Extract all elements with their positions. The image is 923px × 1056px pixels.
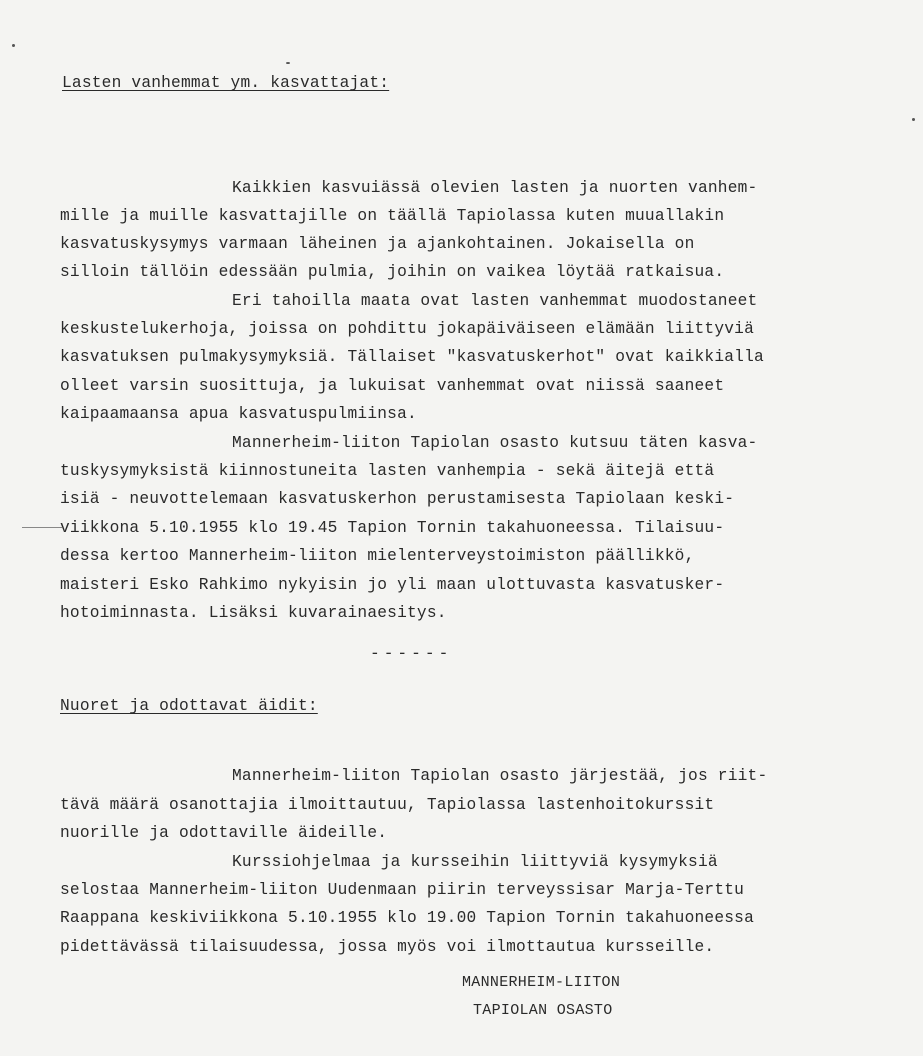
paragraph-line: silloin tällöin edessään pulmia, joihin on vaikea löytää ratkaisua.	[60, 263, 725, 281]
paper-speck	[12, 44, 15, 47]
section-heading-mothers: Nuoret ja odottavat äidit:	[60, 697, 318, 715]
paragraph-line: tävä määrä osanottajia ilmoittautuu, Tapiolassa lastenhoitokurssit	[60, 796, 715, 814]
paragraph-line: Mannerheim-liiton Tapiolan osasto järjestää, jos riit-	[232, 767, 768, 785]
paragraph-line: kasvatuskysymys varmaan läheinen ja ajankohtainen. Jokaisella on	[60, 235, 695, 253]
paragraph-line: Eri tahoilla maata ovat lasten vanhemmat muodostaneet	[232, 292, 758, 310]
signature-branch: TAPIOLAN OSASTO	[473, 1002, 613, 1019]
paragraph-line: mille ja muille kasvattajille on täällä Tapiolassa kuten muuallakin	[60, 207, 725, 225]
paragraph-line: kasvatuksen pulmakysymyksiä. Tällaiset "kasvatuskerhot" ovat kaikkialla	[60, 348, 764, 366]
paragraph-line: pidettävässä tilaisuudessa, jossa myös voi ilmottautua kursseille.	[60, 938, 715, 956]
paragraph-line: nuorille ja odottaville äideille.	[60, 824, 388, 842]
signature-organization: MANNERHEIM-LIITON	[462, 974, 621, 991]
paragraph-line: olleet varsin suosittuja, ja lukuisat vanhemmat ovat niissä saaneet	[60, 377, 725, 395]
paragraph-line: maisteri Esko Rahkimo nykyisin jo yli maan ulottuvasta kasvatusker-	[60, 576, 725, 594]
section-separator: ------	[370, 645, 453, 663]
paragraph-line: dessa kertoo Mannerheim-liiton mielenterveystoimiston päällikkö,	[60, 547, 695, 565]
paragraph-line: isiä - neuvottelemaan kasvatuskerhon perustamisesta Tapiolaan keski-	[60, 490, 735, 508]
paragraph-line: Kurssiohjelmaa ja kursseihin liittyviä kysymyksiä	[232, 853, 718, 871]
paper-speck	[286, 62, 290, 64]
margin-stroke	[22, 527, 62, 528]
paragraph-line: hotoiminnasta. Lisäksi kuvarainaesitys.	[60, 604, 447, 622]
paragraph-line: Mannerheim-liiton Tapiolan osasto kutsuu täten kasva-	[232, 434, 758, 452]
paragraph-line: kaipaamaansa apua kasvatuspulmiinsa.	[60, 405, 417, 423]
paragraph-line: selostaa Mannerheim-liiton Uudenmaan piirin terveyssisar Marja-Terttu	[60, 881, 745, 899]
paragraph-line: viikkona 5.10.1955 klo 19.45 Tapion Tornin takahuoneessa. Tilaisuu-	[60, 519, 725, 537]
paragraph-line: Raappana keskiviikkona 5.10.1955 klo 19.00 Tapion Tornin takahuoneessa	[60, 909, 754, 927]
paper-speck	[912, 118, 915, 121]
paragraph-line: tuskysymyksistä kiinnostuneita lasten vanhempia - sekä äitejä että	[60, 462, 715, 480]
paragraph-line: Kaikkien kasvuiässä olevien lasten ja nuorten vanhem-	[232, 179, 758, 197]
paragraph-line: keskustelukerhoja, joissa on pohdittu jokapäiväiseen elämään liittyviä	[60, 320, 754, 338]
section-heading-parents: Lasten vanhemmat ym. kasvattajat:	[62, 74, 390, 92]
